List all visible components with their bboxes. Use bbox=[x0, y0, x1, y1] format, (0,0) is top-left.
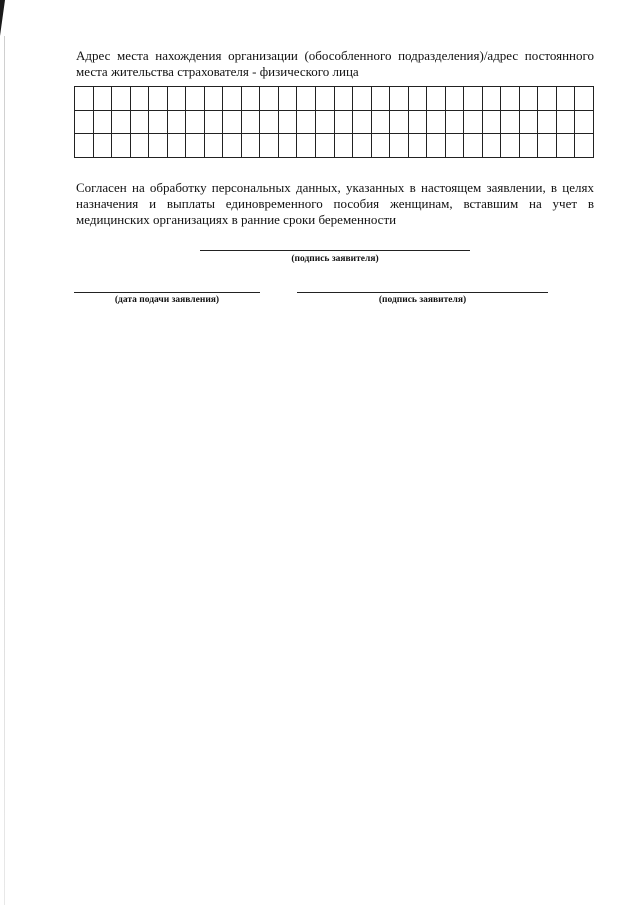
applicant-signature-line-2[interactable] bbox=[297, 292, 548, 293]
address-char-cell[interactable] bbox=[464, 134, 483, 158]
address-char-cell[interactable] bbox=[242, 87, 261, 111]
address-char-cell[interactable] bbox=[557, 134, 576, 158]
address-char-cell[interactable] bbox=[149, 111, 168, 135]
address-char-cell[interactable] bbox=[112, 111, 131, 135]
address-char-cell[interactable] bbox=[483, 134, 502, 158]
address-input-grid[interactable] bbox=[74, 86, 594, 158]
address-char-cell[interactable] bbox=[483, 111, 502, 135]
address-char-cell[interactable] bbox=[279, 134, 298, 158]
address-char-cell[interactable] bbox=[372, 111, 391, 135]
address-char-cell[interactable] bbox=[427, 111, 446, 135]
address-char-cell[interactable] bbox=[501, 111, 520, 135]
address-char-cell[interactable] bbox=[316, 134, 335, 158]
address-char-cell[interactable] bbox=[186, 134, 205, 158]
address-char-cell[interactable] bbox=[483, 87, 502, 111]
address-char-cell[interactable] bbox=[575, 87, 594, 111]
address-char-cell[interactable] bbox=[538, 111, 557, 135]
address-char-cell[interactable] bbox=[409, 111, 428, 135]
address-char-cell[interactable] bbox=[520, 87, 539, 111]
applicant-signature-caption: (подпись заявителя) bbox=[291, 254, 379, 264]
applicant-signature-line[interactable] bbox=[200, 250, 470, 251]
address-char-cell[interactable] bbox=[557, 111, 576, 135]
address-char-cell[interactable] bbox=[538, 87, 557, 111]
address-char-cell[interactable] bbox=[297, 87, 316, 111]
address-char-cell[interactable] bbox=[131, 134, 150, 158]
address-char-cell[interactable] bbox=[186, 87, 205, 111]
address-char-cell[interactable] bbox=[297, 111, 316, 135]
address-char-cell[interactable] bbox=[149, 134, 168, 158]
address-char-cell[interactable] bbox=[75, 134, 94, 158]
address-char-cell[interactable] bbox=[297, 134, 316, 158]
address-char-cell[interactable] bbox=[168, 111, 187, 135]
address-char-cell[interactable] bbox=[335, 87, 354, 111]
address-char-cell[interactable] bbox=[464, 87, 483, 111]
address-char-cell[interactable] bbox=[335, 111, 354, 135]
address-char-cell[interactable] bbox=[242, 111, 261, 135]
address-char-cell[interactable] bbox=[427, 87, 446, 111]
address-char-cell[interactable] bbox=[372, 87, 391, 111]
address-char-cell[interactable] bbox=[335, 134, 354, 158]
address-char-cell[interactable] bbox=[112, 134, 131, 158]
address-char-cell[interactable] bbox=[538, 134, 557, 158]
address-char-cell[interactable] bbox=[520, 111, 539, 135]
applicant-signature-caption-2: (подпись заявителя) bbox=[378, 295, 467, 305]
address-char-cell[interactable] bbox=[353, 134, 372, 158]
address-char-cell[interactable] bbox=[446, 111, 465, 135]
address-char-cell[interactable] bbox=[316, 87, 335, 111]
address-char-cell[interactable] bbox=[279, 87, 298, 111]
address-char-cell[interactable] bbox=[520, 134, 539, 158]
address-char-cell[interactable] bbox=[501, 134, 520, 158]
address-char-cell[interactable] bbox=[446, 87, 465, 111]
address-char-cell[interactable] bbox=[75, 111, 94, 135]
address-char-cell[interactable] bbox=[205, 87, 224, 111]
address-char-cell[interactable] bbox=[260, 111, 279, 135]
address-char-cell[interactable] bbox=[501, 87, 520, 111]
address-char-cell[interactable] bbox=[446, 134, 465, 158]
consent-text: Согласен на обработку персональных данных, указанных в настоящем заявлении, в целях назначения и выплаты единовременного пособия женщинам, вставшим на учет в медицинских организациях в ранние сроки беременности bbox=[76, 180, 594, 227]
address-char-cell[interactable] bbox=[131, 111, 150, 135]
address-char-cell[interactable] bbox=[353, 111, 372, 135]
address-char-cell[interactable] bbox=[557, 87, 576, 111]
address-char-cell[interactable] bbox=[409, 87, 428, 111]
address-char-cell[interactable] bbox=[390, 134, 409, 158]
address-char-cell[interactable] bbox=[575, 111, 594, 135]
address-char-cell[interactable] bbox=[427, 134, 446, 158]
address-char-cell[interactable] bbox=[205, 134, 224, 158]
address-char-cell[interactable] bbox=[94, 134, 113, 158]
address-char-cell[interactable] bbox=[353, 87, 372, 111]
address-label: Адрес места нахождения организации (обособленного подразделения)/адрес постоянного места жительства страхователя - физического лица bbox=[76, 48, 594, 79]
address-char-cell[interactable] bbox=[390, 111, 409, 135]
address-char-cell[interactable] bbox=[575, 134, 594, 158]
address-char-cell[interactable] bbox=[94, 111, 113, 135]
address-char-cell[interactable] bbox=[75, 87, 94, 111]
address-char-cell[interactable] bbox=[205, 111, 224, 135]
address-char-cell[interactable] bbox=[94, 87, 113, 111]
address-char-cell[interactable] bbox=[168, 134, 187, 158]
address-char-cell[interactable] bbox=[186, 111, 205, 135]
address-char-cell[interactable] bbox=[279, 111, 298, 135]
address-char-cell[interactable] bbox=[260, 87, 279, 111]
address-char-cell[interactable] bbox=[464, 111, 483, 135]
address-char-cell[interactable] bbox=[112, 87, 131, 111]
scan-corner-mark bbox=[0, 0, 5, 36]
submission-date-line[interactable] bbox=[74, 292, 260, 293]
scan-edge-line bbox=[4, 36, 5, 905]
address-char-cell[interactable] bbox=[223, 134, 242, 158]
address-char-cell[interactable] bbox=[131, 87, 150, 111]
address-char-cell[interactable] bbox=[390, 87, 409, 111]
address-char-cell[interactable] bbox=[242, 134, 261, 158]
submission-date-caption: (дата подачи заявления) bbox=[114, 295, 220, 305]
address-char-cell[interactable] bbox=[149, 87, 168, 111]
address-char-cell[interactable] bbox=[223, 87, 242, 111]
address-char-cell[interactable] bbox=[316, 111, 335, 135]
address-char-cell[interactable] bbox=[223, 111, 242, 135]
address-char-cell[interactable] bbox=[168, 87, 187, 111]
address-char-cell[interactable] bbox=[260, 134, 279, 158]
address-char-cell[interactable] bbox=[372, 134, 391, 158]
address-char-cell[interactable] bbox=[409, 134, 428, 158]
